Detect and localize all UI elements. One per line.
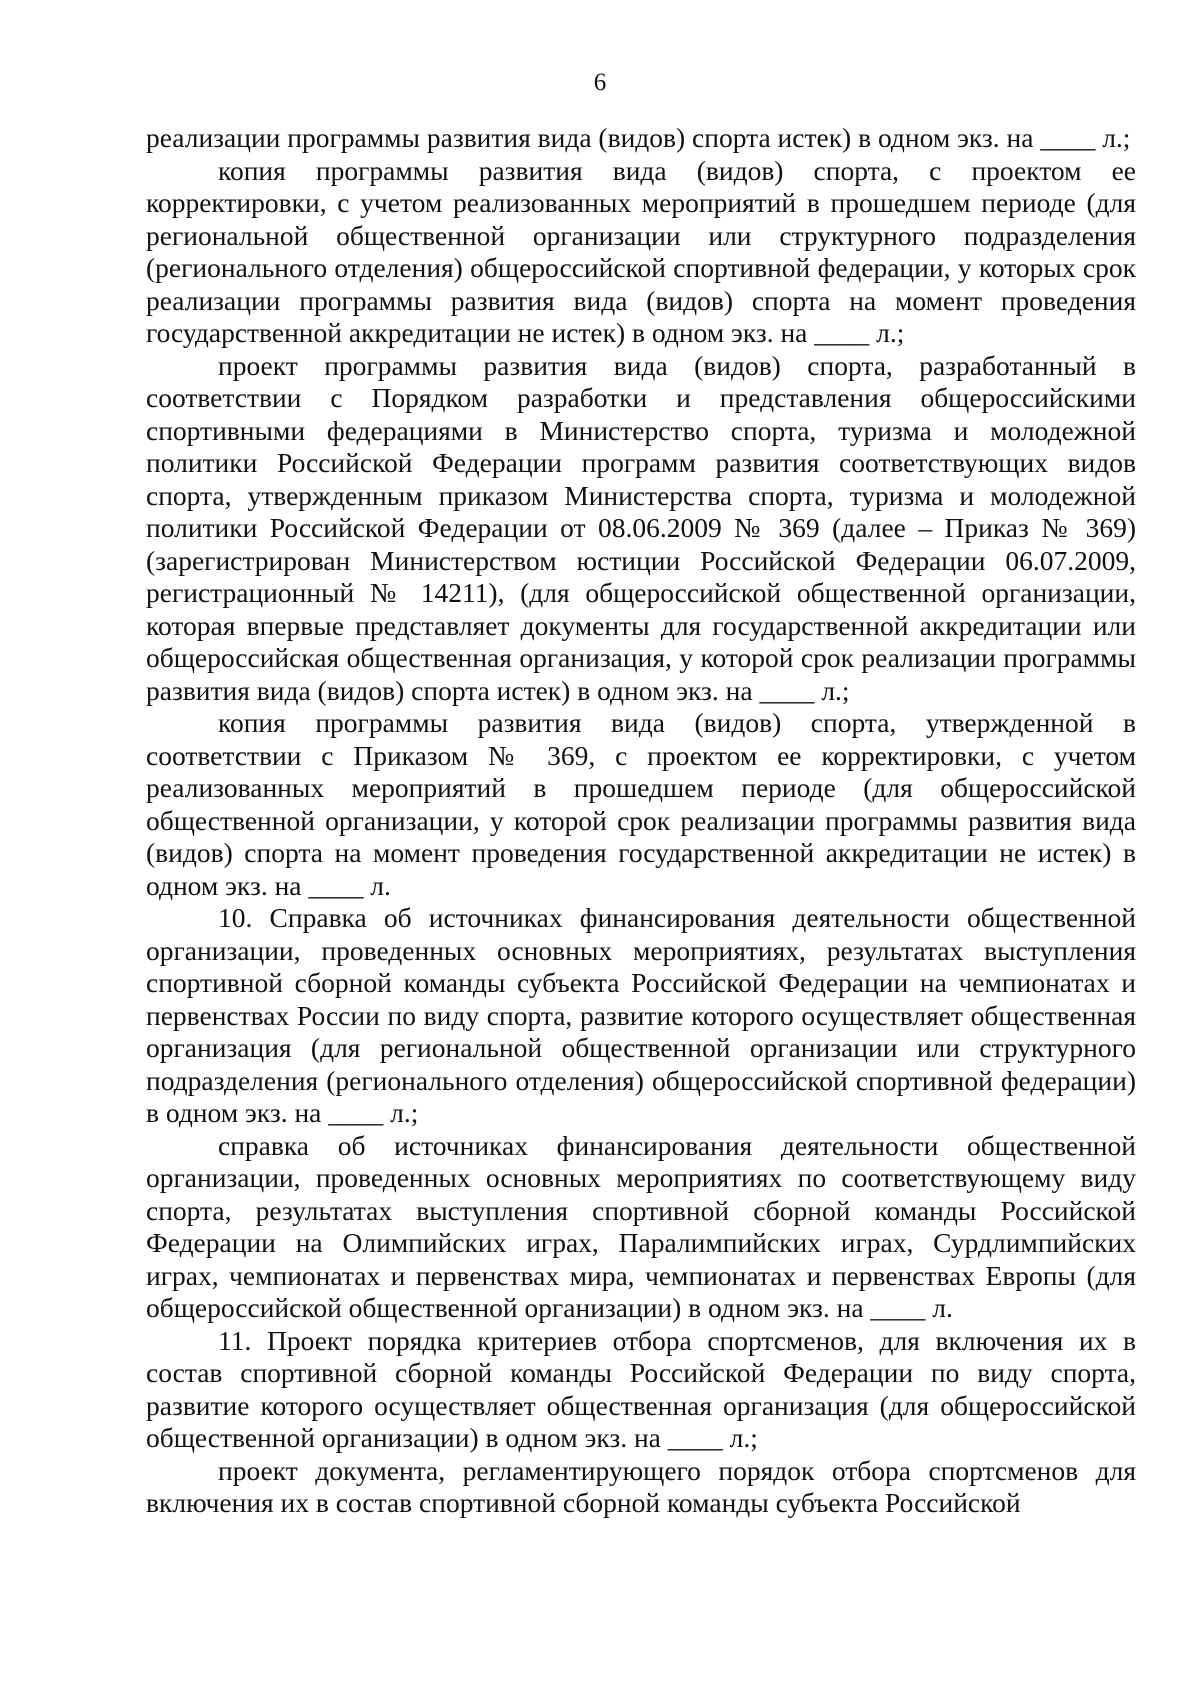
paragraph-draft-program: проект программы развития вида (видов) спорта, разработанный в соответствии с Порядком разработки и представления общероссийскими спортивными федерациями в Министерство спорта, туризма и молодежной политики Российской Федерации программ развития соответствующих видов спорта, утвержденным приказом Министерства спорта, туризма и молодежной политики Российской Федерации от 08.06.2009 № 369 (далее – Приказ № 369) (зарегистрирован Министерством юстиции Российской Федерации 06.07.2009, регистрационный № 14211), (для общероссийской общественной организации, которая впервые представляет документы для государственной аккредитации или общероссийская общественная организация, у которой срок реализации программы развития вида (видов) спорта истек) в одном экз. на ____ л.;: [146, 349, 1136, 706]
paragraph-copy-program-regional: копия программы развития вида (видов) спорта, с проектом ее корректировки, с учетом реализованных мероприятий в прошедшем периоде (для региональной общественной организации или структурного подразделения (регионального отделения) общероссийской спортивной федерации, у которых срок реализации программы развития вида (видов) спорта на момент проведения государственной аккредитации не истек) в одном экз. на ____ л.;: [146, 154, 1136, 348]
paragraph-item-10: 10. Справка об источниках финансирования деятельности общественной организации, проведенных основных мероприятиях, результатах выступления спортивной сборной команды субъекта Российской Федерации на чемпионатах и первенствах России по виду спорта, развитие которого осуществляет общественная организация (для региональной общественной организации или структурного подразделения (регионального отделения) общероссийской спортивной федерации) в одном экз. на ____ л.;: [146, 902, 1136, 1128]
document-body: [146, 122, 1136, 1520]
paragraph-item-11: 11. Проект порядка критериев отбора спортсменов, для включения их в состав спортивной сборной команды Российской Федерации по виду спорта, развитие которого осуществляет общественная организация (для общероссийской общественной организации) в одном экз. на ____ л.;: [146, 1324, 1136, 1453]
paragraph-draft-document: проект документа, регламентирующего порядок отбора спортсменов для включения их в состав спортивной сборной команды субъекта Российской: [146, 1454, 1136, 1518]
paragraph-continued: реализации программы развития вида (видов) спорта истек) в одном экз. на ____ л.;: [146, 122, 1131, 153]
paragraph-copy-program-all-russian: копия программы развития вида (видов) спорта, утвержденной в соответствии с Приказом № 369, с проектом ее корректировки, с учетом реализованных мероприятий в прошедшем периоде (для общероссийской общественной организации, у которой срок реализации программы развития вида (видов) спорта на момент проведения государственной аккредитации не истек) в одном экз. на ____ л.: [146, 707, 1136, 901]
page-number: 6: [593, 69, 607, 96]
paragraph-funding-reference: справка об источниках финансирования деятельности общественной организации, проведенных основных мероприятиях по соответствующему виду спорта, результатах выступления спортивной сборной команды Российской Федерации на Олимпийских играх, Паралимпийских играх, Сурдлимпийских играх, чемпионатах и первенствах мира, чемпионатах и первенствах Европы (для общероссийской общественной организации) в одном экз. на ____ л.: [146, 1129, 1136, 1323]
